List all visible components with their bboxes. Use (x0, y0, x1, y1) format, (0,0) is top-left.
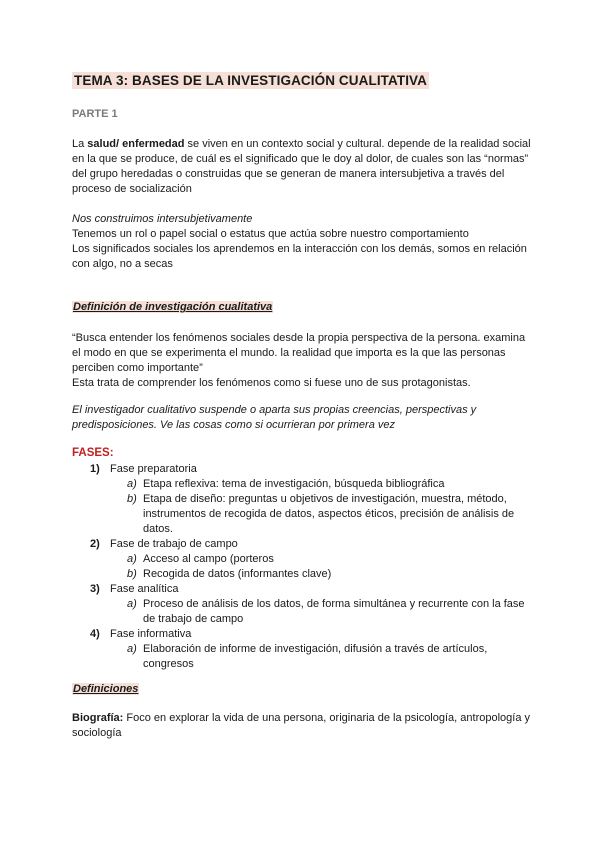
biografia-paragraph: Biografía: Foco en explorar la vida de una persona, originaria de la psicología, antropología y sociología (72, 712, 530, 739)
page-title: TEMA 3: BASES DE LA INVESTIGACIÓN CUALITATIVA (74, 73, 428, 88)
intro-paragraph: La salud/ enfermedad se viven en un contexto social y cultural. depende de la realidad social en la que se produce, de cuál es el significado que le doy al dolor, de cuales son las “normas” del grupo heredadas o construidas que se generan de manera intersubjetiva a través del proceso de socialización (72, 138, 531, 195)
fase-item: 1) Fase preparatoria a) Etapa reflexiva: tema de investigación, búsqueda bibliográfica b) Etapa de diseño: preguntas u objetivos de investigación, muestra, método, instrumentos de recogida de datos, aspectos éticos, precisión de análisis de datos. (72, 462, 532, 537)
biografia-term: Biografía: (72, 712, 124, 724)
definicion-quote-block (72, 331, 532, 391)
construimos-line-1: Tenemos un rol o papel social o estatus que actúa sobre nuestro comportamiento (72, 228, 469, 240)
part-label: PARTE 1 (72, 108, 118, 120)
construimos-paragraph (72, 212, 532, 272)
fase-subitem: a) Acceso al campo (porteros (127, 553, 274, 565)
definiciones-heading-row (72, 682, 532, 697)
fase-item: 4) Fase informativa a) Elaboración de informe de investigación, difusión a través de artículos, congresos (72, 627, 532, 672)
definicion-italic: El investigador cualitativo suspende o aparta sus propias creencias, perspectivas y predisposiciones. Ve las cosas como si ocurrieran por primera vez (72, 404, 477, 431)
definicion-italic-block (72, 403, 532, 433)
fase-subitem: a) Elaboración de informe de investigación, difusión a través de artículos, congresos (127, 643, 488, 670)
definicion-heading: Definición de investigación cualitativa (73, 301, 273, 313)
fase-sublist (110, 477, 532, 537)
construimos-italic: Nos construimos intersubjetivamente (72, 213, 253, 225)
definicion-heading-row (72, 300, 532, 315)
definicion-quote: “Busca entender los fenómenos sociales desde la propia perspectiva de la persona. examina el modo en que se experimenta el mundo. la realidad que importa es la que las personas perciben como importante” (72, 332, 526, 374)
fase-subitem: a) Etapa reflexiva: tema de investigación, búsqueda bibliográfica (127, 478, 445, 490)
construimos-line-2: Los significados sociales los aprendemos en la interacción con los demás, somos en relación con algo, no a secas (72, 243, 527, 270)
definicion-line: Esta trata de comprender los fenómenos como si fuese uno de sus protagonistas. (72, 377, 471, 389)
fase-item: 3) Fase analítica a) Proceso de análisis de los datos, de forma simultánea y recurrente con la fase de trabajo de campo (72, 582, 532, 627)
definiciones-heading: Definiciones (73, 683, 139, 695)
fase-sublist (110, 597, 532, 627)
fases-heading: FASES: (72, 447, 114, 459)
fase-subitem: b) Etapa de diseño: preguntas u objetivos de investigación, muestra, método, instrumentos de recogida de datos, aspectos éticos, precisión de análisis de datos. (127, 493, 515, 535)
intro-bold-term: salud/ enfermedad (87, 138, 185, 150)
fases-list (72, 462, 532, 672)
fase-item: 2) Fase de trabajo de campo a) Acceso al campo (porteros b) Recogida de datos (informantes clave) (72, 537, 532, 582)
fase-sublist (110, 642, 532, 672)
fase-subitem: a) Proceso de análisis de los datos, de forma simultánea y recurrente con la fase de trabajo de campo (127, 598, 525, 625)
fases-section (72, 446, 532, 672)
fase-sublist (110, 552, 532, 582)
fase-subitem: b) Recogida de datos (informantes clave) (127, 568, 332, 580)
